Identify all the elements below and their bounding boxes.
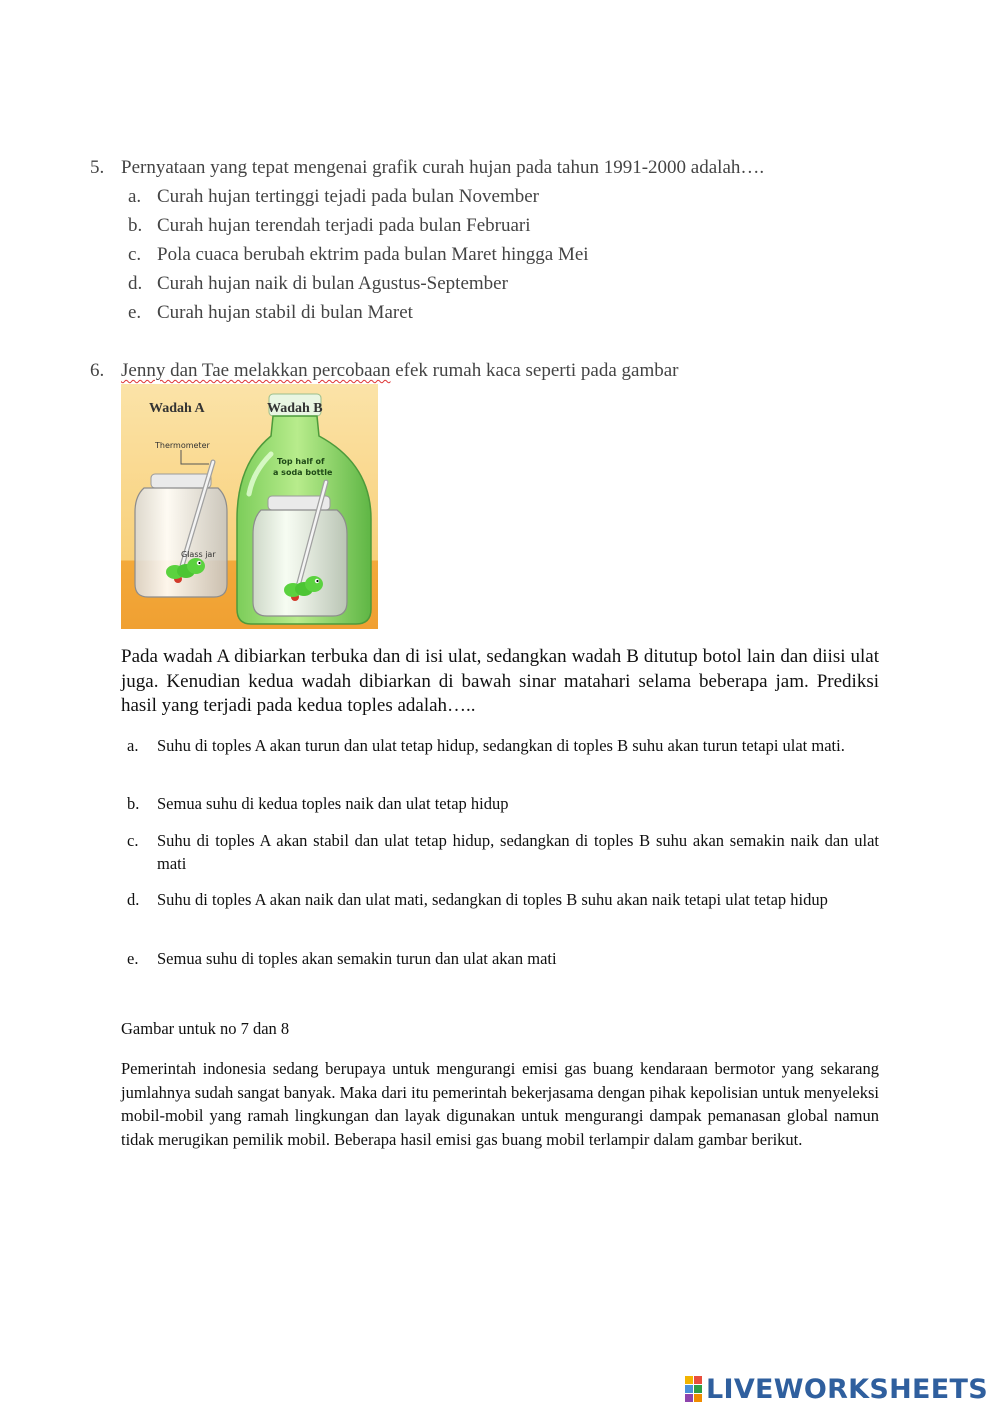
- question-number: 6.: [90, 360, 105, 381]
- option-d: [121, 888, 879, 911]
- question-text-rest: efek rumah kaca seperti pada gambar: [390, 360, 679, 381]
- option-text: Curah hujan tertinggi tejadi pada bulan November: [157, 186, 539, 207]
- greenhouse-experiment-figure: [121, 384, 378, 629]
- option-b: [128, 215, 531, 237]
- option-letter: a.: [127, 736, 139, 755]
- option-text: Pola cuaca berubah ektrim pada bulan Maret hingga Mei: [157, 244, 589, 265]
- option-text: Curah hujan stabil di bulan Maret: [157, 302, 413, 323]
- logo-block: [685, 1376, 693, 1384]
- logo-block: [685, 1394, 693, 1402]
- label-wadah-b: Wadah B: [267, 401, 323, 416]
- label-thermometer: Thermometer: [155, 441, 210, 450]
- option-a: [121, 734, 879, 757]
- option-text: Suhu di toples A akan stabil dan ulat tetap hidup, sedangkan di toples B suhu akan semakin naik dan ulat mati: [157, 831, 879, 873]
- label-soda-line2: a soda bottle: [273, 468, 333, 477]
- question-6-options: [121, 734, 879, 974]
- logo-block: [694, 1394, 702, 1402]
- logo-block: [694, 1385, 702, 1393]
- option-text: Suhu di toples A akan turun dan ulat tetap hidup, sedangkan di toples B suhu akan turun tetapi ulat mati.: [157, 736, 845, 755]
- option-text: Curah hujan naik di bulan Agustus-September: [157, 273, 508, 294]
- question-7-8-paragraph: Pemerintah indonesia sedang berupaya untuk mengurangi emisi gas buang kendaraan bermotor yang sekarang jumlahnya sudah sangat banyak. Maka dari itu pemerintah bekerjasama dengan pihak kepolisian untuk menyeleksi mobil-mobil yang ramah lingkungan dan layak digunakan untuk mengurangi dampak pemanasan global namun tidak merugikan pemilik mobil. Beberapa hasil emisi gas buang mobil terlampir dalam gambar berikut.: [121, 1059, 879, 1149]
- logo-text: LIVEWORKSHEETS: [705, 1373, 988, 1405]
- label-soda-line1: Top half of: [277, 457, 325, 466]
- option-d: [128, 273, 508, 295]
- question-5: [90, 157, 890, 332]
- label-wadah-a: Wadah A: [149, 401, 205, 416]
- option-letter: d.: [127, 890, 140, 909]
- option-letter: a.: [128, 186, 142, 207]
- question-text: Pernyataan yang tepat mengenai grafik curah hujan pada tahun 1991-2000 adalah….: [121, 157, 765, 178]
- figure-caption-7-8: Gambar untuk no 7 dan 8: [121, 1019, 290, 1038]
- option-c: [128, 244, 589, 266]
- logo-blocks-icon: [685, 1376, 702, 1402]
- experiment-illustration: [121, 384, 378, 629]
- option-e: [121, 947, 879, 970]
- option-letter: c.: [128, 244, 142, 265]
- option-letter: e.: [127, 949, 139, 968]
- option-letter: d.: [128, 273, 143, 294]
- label-glass-jar: Glass jar: [181, 550, 216, 559]
- spellcheck-text: Jenny dan Tae melakkan percobaan: [121, 360, 391, 381]
- option-a: [128, 186, 539, 208]
- logo-block: [685, 1385, 693, 1393]
- question-text: [121, 360, 679, 382]
- option-letter: b.: [128, 215, 143, 236]
- liveworksheets-logo: [685, 1372, 988, 1406]
- option-c: [121, 829, 879, 875]
- option-letter: c.: [127, 831, 139, 850]
- option-text: Semua suhu di kedua toples naik dan ulat tetap hidup: [157, 794, 509, 813]
- option-letter: b.: [127, 794, 140, 813]
- option-text: Suhu di toples A akan naik dan ulat mati, sedangkan di toples B suhu akan naik tetapi ulat tetap hidup: [157, 890, 828, 909]
- question-6: [90, 360, 890, 386]
- question-6-paragraph: Pada wadah A dibiarkan terbuka dan di isi ulat, sedangkan wadah B ditutup botol lain dan diisi ulat juga. Kenudian kedua wadah dibiarkan di bawah sinar matahari selama beberapa jam. Prediksi hasil yang terjadi pada kedua toples adalah…..: [121, 646, 879, 716]
- option-text: Semua suhu di toples akan semakin turun dan ulat akan mati: [157, 949, 557, 968]
- option-letter: e.: [128, 302, 142, 323]
- logo-block: [694, 1376, 702, 1384]
- option-b: [121, 792, 879, 815]
- option-e: [128, 302, 413, 324]
- question-number: 5.: [90, 157, 105, 178]
- option-text: Curah hujan terendah terjadi pada bulan Februari: [157, 215, 531, 236]
